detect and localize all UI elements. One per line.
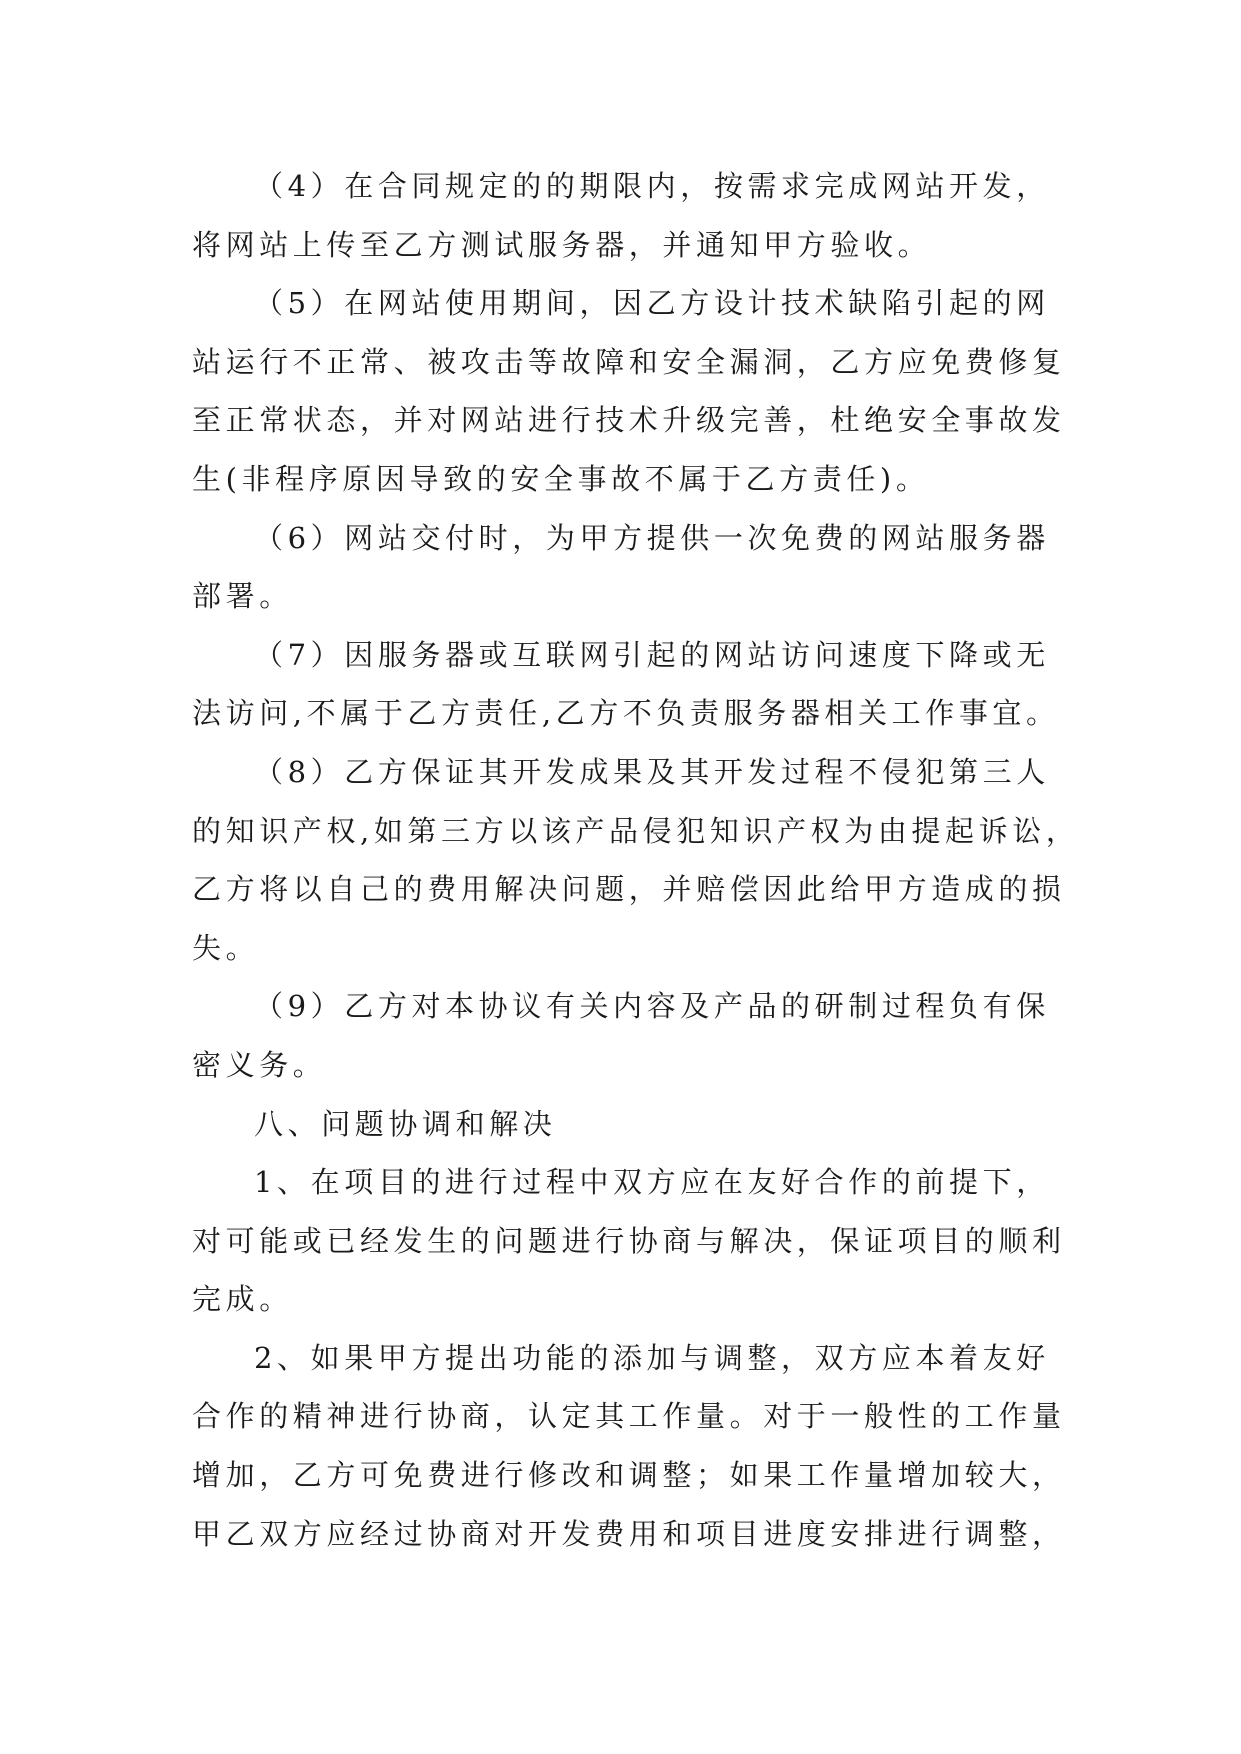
document-line: 甲乙双方应经过协商对开发费用和项目进度安排进行调整， xyxy=(192,1516,1066,1551)
document-line: 部署。 xyxy=(192,579,293,614)
document-line: 站运行不正常、被攻击等故障和安全漏洞，乙方应免费修复 xyxy=(192,344,1066,379)
document-line: 1、在项目的进行过程中双方应在友好合作的前提下， xyxy=(254,1165,1050,1200)
document-line: 的知识产权,如第三方以该产品侵犯知识产权为由提起诉讼， xyxy=(192,813,1080,848)
document-line: 增加，乙方可免费进行修改和调整；如果工作量增加较大， xyxy=(192,1458,1066,1493)
document-body xyxy=(192,157,1080,1563)
document-line: 乙方将以自己的费用解决问题，并赔偿因此给甲方造成的损 xyxy=(192,872,1066,907)
document-line: （6）网站交付时，为甲方提供一次免费的网站服务器 xyxy=(254,520,1050,555)
document-line: 合作的精神进行协商，认定其工作量。对于一般性的工作量 xyxy=(192,1399,1066,1434)
document-line: （9）乙方对本协议有关内容及产品的研制过程负有保 xyxy=(254,989,1050,1024)
document-line: 将网站上传至乙方测试服务器，并通知甲方验收。 xyxy=(192,227,932,262)
document-line: （5）在网站使用期间，因乙方设计技术缺陷引起的网 xyxy=(254,286,1050,321)
document-line: （4）在合同规定的的期限内，按需求完成网站开发， xyxy=(254,169,1050,203)
document-line: 对可能或已经发生的问题进行协商与解决，保证项目的顺利 xyxy=(192,1223,1066,1258)
document-line: 生(非程序原因导致的安全事故不属于乙方责任)。 xyxy=(192,461,930,496)
document-line: 法访问,不属于乙方责任,乙方不负责服务器相关工作事宜。 xyxy=(192,696,1060,731)
document-line: 八、问题协调和解决 xyxy=(254,1106,557,1141)
document-line: 完成。 xyxy=(192,1282,293,1317)
document-line: 2、如果甲方提出功能的添加与调整，双方应本着友好 xyxy=(254,1340,1050,1375)
document-line: 至正常状态，并对网站进行技术升级完善，杜绝安全事故发 xyxy=(192,403,1066,438)
document-line: （8）乙方保证其开发成果及其开发过程不侵犯第三人 xyxy=(254,754,1050,789)
document-line: 密义务。 xyxy=(192,1047,327,1082)
document-line: （7）因服务器或互联网引起的网站访问速度下降或无 xyxy=(254,637,1050,672)
document-line: 失。 xyxy=(192,930,260,965)
